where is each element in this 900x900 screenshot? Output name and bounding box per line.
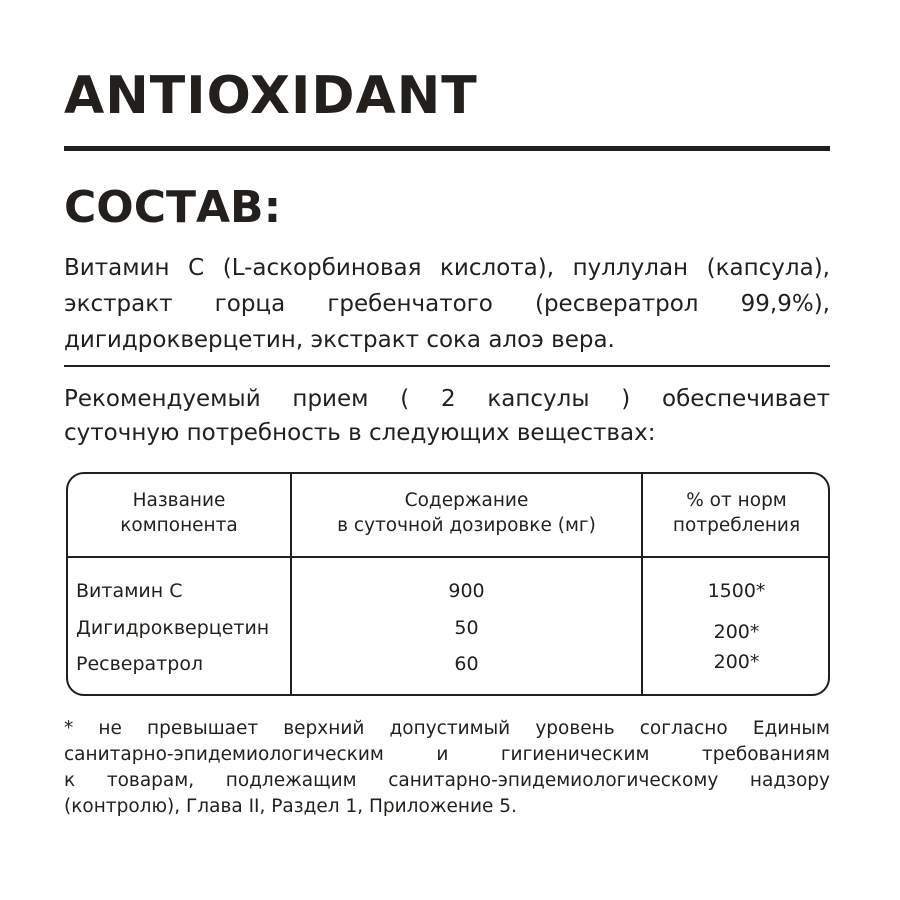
- row-amount: 60: [454, 653, 479, 675]
- intro-line: Рекомендуемый прием ( 2 капсулы ) обеспечивает: [64, 386, 830, 412]
- footnote-line: (контролю), Глава II, Раздел 1, Приложение 5.: [64, 796, 517, 817]
- footnote-line: к товарам, подлежащим санитарно-эпидемиологическому надзору: [64, 770, 830, 791]
- section-divider: [64, 365, 830, 367]
- row-percent: 1500*: [707, 580, 766, 602]
- product-title: ANTIOXIDANT: [64, 66, 478, 126]
- header-line: Название: [132, 490, 226, 511]
- footnote-line: * не превышает верхний допустимый уровень согласно Единым: [64, 718, 830, 739]
- intro-text: [64, 382, 830, 450]
- section-title: СОСТАВ:: [64, 182, 282, 233]
- composition-line: дигидрокверцетин, экстракт сока алоэ вера.: [64, 327, 615, 353]
- intro-line: суточную потребность в следующих веществах:: [64, 420, 656, 446]
- header-amount: [292, 488, 641, 538]
- row-amount: 50: [454, 617, 479, 639]
- title-divider: [64, 146, 830, 151]
- header-line: Содержание: [404, 490, 529, 511]
- composition-line: экстракт горца гребенчатого (ресвератрол 99,9%),: [64, 291, 830, 317]
- composition-text: [64, 250, 830, 358]
- header-percent: [643, 488, 830, 538]
- header-line: % от норм: [686, 490, 787, 511]
- row-name: Витамин С: [76, 580, 183, 602]
- row-percent: 200*: [713, 621, 760, 643]
- header-divider: [68, 556, 828, 558]
- header-line: в суточной дозировке (мг): [337, 515, 596, 536]
- row-percent: 200*: [713, 651, 760, 673]
- header-component: [68, 488, 290, 538]
- header-line: компонента: [120, 515, 238, 536]
- row-name: Дигидрокверцетин: [76, 617, 270, 639]
- composition-line: Витамин С (L-аскорбиновая кислота), пуллулан (капсула),: [64, 255, 830, 281]
- header-line: потребления: [672, 515, 801, 536]
- row-name: Ресвератрол: [76, 653, 204, 675]
- footnote: [64, 716, 830, 820]
- footnote-line: санитарно-эпидемиологическим и гигиеническим требованиям: [64, 744, 830, 765]
- row-amount: 900: [448, 580, 485, 602]
- nutrient-table: [66, 472, 830, 696]
